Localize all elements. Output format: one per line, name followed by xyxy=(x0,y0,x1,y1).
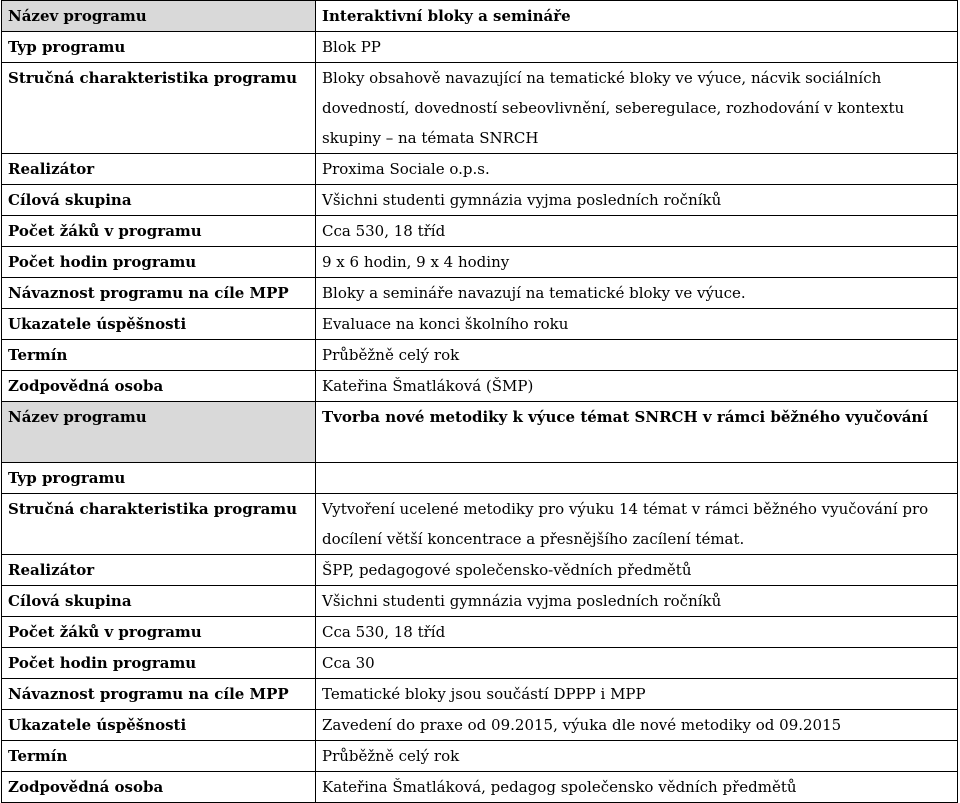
row-label: Realizátor xyxy=(2,555,316,586)
row-value: Kateřina Šmatláková, pedagog společensko vědních předmětů xyxy=(316,772,958,803)
row-label: Cílová skupina xyxy=(2,185,316,216)
table-row xyxy=(2,648,958,679)
table-row xyxy=(2,154,958,185)
table-row xyxy=(2,371,958,402)
row-label: Stručná charakteristika programu xyxy=(2,494,316,555)
row-value: Průběžně celý rok xyxy=(316,741,958,772)
row-label: Typ programu xyxy=(2,32,316,63)
table-row xyxy=(2,278,958,309)
row-value: Cca 30 xyxy=(316,648,958,679)
row-value: Cca 530, 18 tříd xyxy=(316,216,958,247)
table-row xyxy=(2,710,958,741)
table-row xyxy=(2,309,958,340)
row-label: Termín xyxy=(2,340,316,371)
row-value: Všichni studenti gymnázia vyjma posledních ročníků xyxy=(316,586,958,617)
program-title: Interaktivní bloky a semináře xyxy=(316,1,958,32)
table-row xyxy=(2,679,958,710)
table-row xyxy=(2,741,958,772)
program-title: Tvorba nové metodiky k výuce témat SNRCH v rámci běžného vyučování xyxy=(316,402,958,463)
row-value: Zavedení do praxe od 09.2015, výuka dle nové metodiky od 09.2015 xyxy=(316,710,958,741)
row-value: ŠPP, pedagogové společensko-vědních předmětů xyxy=(316,555,958,586)
row-label: Počet žáků v programu xyxy=(2,216,316,247)
row-label: Realizátor xyxy=(2,154,316,185)
table-row xyxy=(2,402,958,463)
row-label: Název programu xyxy=(2,402,316,463)
table-row xyxy=(2,463,958,494)
row-value: Všichni studenti gymnázia vyjma posledních ročníků xyxy=(316,185,958,216)
row-value: Kateřina Šmatláková (ŠMP) xyxy=(316,371,958,402)
table-row xyxy=(2,586,958,617)
row-label: Návaznost programu na cíle MPP xyxy=(2,679,316,710)
table-row xyxy=(2,772,958,803)
row-value: Proxima Sociale o.p.s. xyxy=(316,154,958,185)
row-label: Návaznost programu na cíle MPP xyxy=(2,278,316,309)
table-row xyxy=(2,247,958,278)
row-value: Vytvoření ucelené metodiky pro výuku 14 témat v rámci běžného vyučování pro docílení větší koncentrace a přesnějšího zacílení témat. xyxy=(316,494,958,555)
row-label: Termín xyxy=(2,741,316,772)
row-label: Stručná charakteristika programu xyxy=(2,63,316,154)
table-row xyxy=(2,185,958,216)
table-row xyxy=(2,340,958,371)
row-label: Počet žáků v programu xyxy=(2,617,316,648)
row-value: Bloky obsahově navazující na tematické bloky ve výuce, nácvik sociálních dovedností, dovedností sebeovlivnění, seberegulace, rozhodování v kontextu skupiny – na témata SNRCH xyxy=(316,63,958,154)
row-label: Cílová skupina xyxy=(2,586,316,617)
table-row xyxy=(2,617,958,648)
table-row xyxy=(2,494,958,555)
table-row xyxy=(2,216,958,247)
row-label: Typ programu xyxy=(2,463,316,494)
row-value: Bloky a semináře navazují na tematické bloky ve výuce. xyxy=(316,278,958,309)
row-value: Evaluace na konci školního roku xyxy=(316,309,958,340)
row-label: Ukazatele úspěšnosti xyxy=(2,710,316,741)
row-label: Počet hodin programu xyxy=(2,247,316,278)
table-row xyxy=(2,32,958,63)
row-label: Zodpovědná osoba xyxy=(2,371,316,402)
row-value: 9 x 6 hodin, 9 x 4 hodiny xyxy=(316,247,958,278)
row-label: Název programu xyxy=(2,1,316,32)
row-value: Blok PP xyxy=(316,32,958,63)
row-label: Zodpovědná osoba xyxy=(2,772,316,803)
table-row xyxy=(2,1,958,32)
table-row xyxy=(2,63,958,154)
program-table xyxy=(1,0,958,803)
row-value: Cca 530, 18 tříd xyxy=(316,617,958,648)
row-label: Ukazatele úspěšnosti xyxy=(2,309,316,340)
row-label: Počet hodin programu xyxy=(2,648,316,679)
row-value: Průběžně celý rok xyxy=(316,340,958,371)
table-row xyxy=(2,555,958,586)
row-value: Tematické bloky jsou součástí DPPP i MPP xyxy=(316,679,958,710)
row-value xyxy=(316,463,958,494)
